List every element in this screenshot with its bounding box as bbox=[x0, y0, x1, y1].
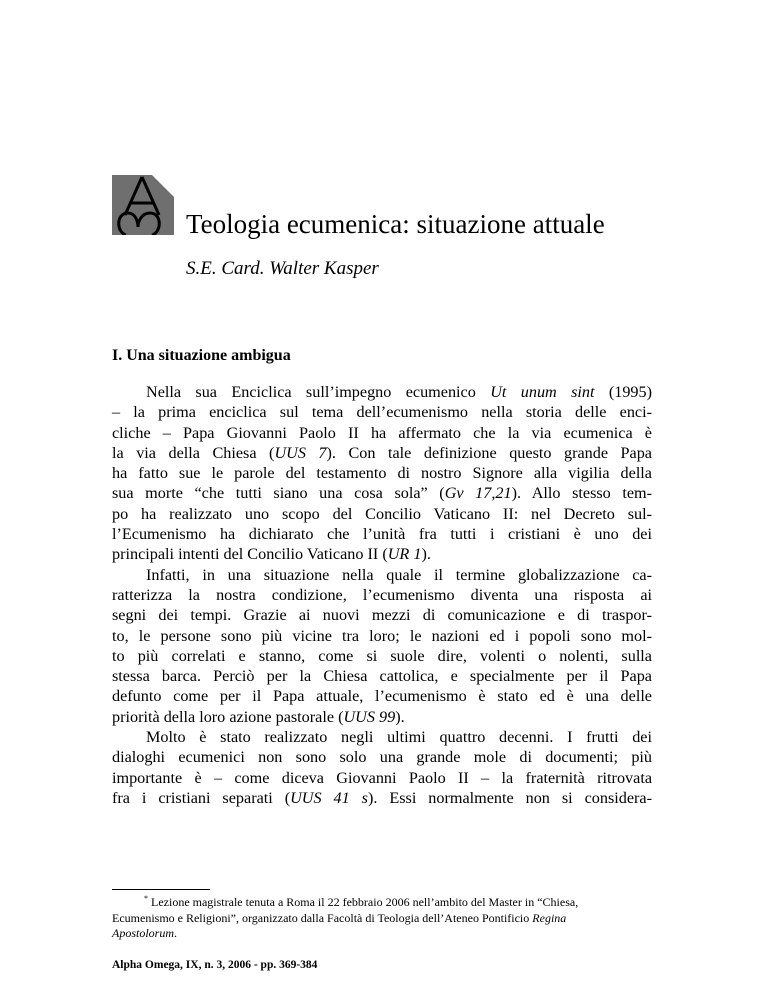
footnote bbox=[112, 895, 652, 942]
text-line: la via della Chiesa (UUS 7). Con tale definizione questo grande Papa bbox=[112, 443, 652, 462]
footnote-line: Ecumenismo e Religioni”, organizzato dalla Facoltà di Teologia dell’Ateneo Pontificio Regina bbox=[112, 910, 567, 925]
footnote-line: Apostolorum. bbox=[112, 926, 178, 940]
text-line: to più correlati e stanno, come si suole dire, volenti o nolenti, sulla bbox=[112, 646, 652, 665]
text-line: Nella sua Enciclica sull’impegno ecumenico Ut unum sint (1995) bbox=[146, 383, 653, 401]
text-line: to, le persone sono più vicine tra loro; le nazioni ed i popoli sono mol- bbox=[112, 626, 652, 645]
text-line: priorità della loro azione pastorale (UUS 99). bbox=[112, 707, 405, 726]
text-line: importante è – come diceva Giovanni Paolo II – la fraternità ritrovata bbox=[112, 768, 652, 787]
section-heading: I. Una situazione ambigua bbox=[112, 347, 291, 364]
text-line: Molto è stato realizzato negli ultimi quattro decenni. I frutti dei bbox=[146, 728, 652, 747]
text-line: segni dei tempi. Grazie ai nuovi mezzi di comunicazione e di traspor- bbox=[112, 606, 652, 625]
journal-reference: Alpha Omega, IX, n. 3, 2006 - pp. 369-384 bbox=[112, 959, 318, 971]
footnote-line: * Lezione magistrale tenuta a Roma il 22 febbraio 2006 nell’ambito del Master in “Chiesa, bbox=[144, 894, 579, 909]
text-line: stessa barca. Perciò per la Chiesa cattolica, e specialmente per il Papa bbox=[112, 667, 652, 686]
text-line: po ha realizzato uno scopo del Concilio Vaticano II: nel Decreto sul- bbox=[112, 504, 652, 523]
text-line: principali intenti del Concilio Vaticano II (UR 1). bbox=[112, 545, 431, 564]
text-line: cliche – Papa Giovanni Paolo II ha affermato che la via ecumenica è bbox=[112, 423, 652, 442]
footnote-divider bbox=[112, 889, 210, 890]
text-line: Infatti, in una situazione nella quale il termine globalizzazione ca- bbox=[146, 565, 652, 584]
text-line: – la prima enciclica sul tema dell’ecumenismo nella storia delle enci- bbox=[112, 403, 652, 422]
body-text bbox=[112, 382, 652, 808]
article-title: Teologia ecumenica: situazione attuale bbox=[186, 209, 605, 239]
text-line: ratterizza la nostra condizione, l’ecumenismo diventa una risposta ai bbox=[112, 585, 652, 604]
text-line: dialoghi ecumenici non sono solo una grande mole di documenti; più bbox=[112, 748, 652, 767]
footnote-marker: * bbox=[144, 894, 148, 903]
alpha-omega-logo bbox=[112, 175, 174, 235]
text-line: ha fatto sue le parole del testamento di nostro Signore alla vigilia della bbox=[112, 464, 652, 483]
text-line: l’Ecumenismo ha dichiarato che l’unità fra tutti i cristiani è uno dei bbox=[112, 525, 652, 544]
text-line: fra i cristiani separati (UUS 41 s). Essi normalmente non si considera- bbox=[112, 788, 652, 807]
article-author: S.E. Card. Walter Kasper bbox=[186, 258, 379, 279]
text-line: sua morte “che tutti siano una cosa sola” (Gv 17,21). Allo stesso tem- bbox=[112, 484, 653, 503]
text-line: defunto come per il Papa attuale, l’ecumenismo è stato ed è una delle bbox=[112, 687, 652, 706]
